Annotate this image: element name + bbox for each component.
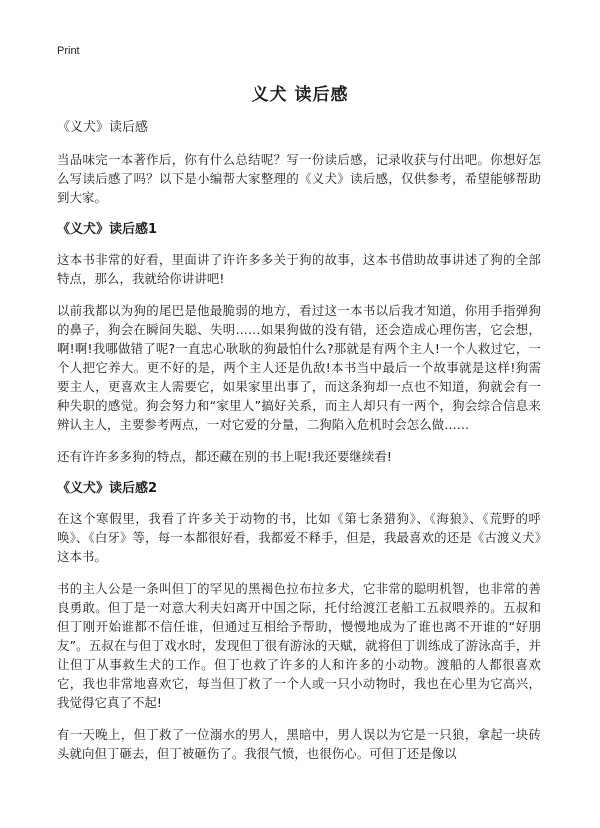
section-2-paragraph-2: 书的主人公是一条叫但丁的罕见的黑褐色拉布拉多犬，它非常的聪明机智，也非常的善良勇敢。但丁是一对意大利夫妇离开中国之际，托付给渡江老船工五叔喂养的。五叔和但丁刚开始谁都不信任谁，但通过互相给予帮助，慢慢地成为了谁也离不开谁的“好朋友”。五叔在与但丁戏水时，发现但丁很有游泳的天赋，就将但丁训练成了游泳高手，并让但丁从事救生犬的工作。但丁也救了许多的人和许多的小动物。渡船的人都很喜欢它，我也非常地喜欢它，每当但丁救了一个人或一只小动物时，我也在心里为它高兴，我觉得它真了不起! xyxy=(57,581,541,710)
section-2-paragraph-3: 有一天晚上，但丁救了一位溺水的男人，黑暗中，男人误以为它是一只狼，拿起一块砖头就向但丁砸去，但丁被砸伤了。我很气愤，也很伤心。可但丁还是像以 xyxy=(57,727,541,761)
article-subtitle: 《义犬》读后感 xyxy=(57,120,149,135)
section-1-paragraph-3: 还有许许多多狗的特点，都还藏在别的书上呢!我还要继续看! xyxy=(57,449,392,464)
page-title: 义犬 读后感 xyxy=(251,85,349,105)
section-1-heading: 《义犬》读后感1 xyxy=(57,222,158,237)
section-2-heading: 《义犬》读后感2 xyxy=(57,481,158,496)
intro-paragraph: 当品味完一本著作后，你有什么总结呢？写一份读后感，记录收获与付出吧。你想好怎么写读后感了吗？以下是小编帮大家整理的《义犬》读后感，仅供参考，希望能够帮助到大家。 xyxy=(57,152,541,205)
section-2-paragraph-1: 在这个寒假里，我看了许多关于动物的书，比如《第七条猎狗》、《海狼》、《荒野的呼唤》、《白牙》等，每一本都很好看，我都爱不释手，但是，我最喜欢的还是《古渡义犬》这本书。 xyxy=(57,511,541,564)
print-link[interactable]: Print xyxy=(57,45,80,57)
section-1-paragraph-1: 这本书非常的好看，里面讲了许许多多关于狗的故事，这本书借助故事讲述了狗的全部特点，那么，我就给你讲讲吧! xyxy=(57,252,541,286)
article-body xyxy=(57,118,541,776)
section-1-paragraph-2: 以前我都以为狗的尾巴是他最脆弱的地方，看过这一本书以后我才知道，你用手指弹狗的鼻子，狗会在瞬间失聪、失明……如果狗做的没有错，还会造成心理伤害，它会想，啊!啊!我哪做错了呢?一直忠心耿耿的狗最怕什么?那就是有两个主人!一个人救过它，一个人把它养大。更不好的是，两个主人还是仇敌!本书当中最后一个故事就是这样!狗需要主人，更喜欢主人需要它，如果家里出事了，而这条狗却一点也不知道，狗就会有一种失职的感觉。狗会努力和“家里人”搞好关系，而主人却只有一两个，狗会综合信息来辨认主人，主要参考两点，一对它爱的分量，二狗陷入危机时会怎么做…… xyxy=(57,303,541,432)
